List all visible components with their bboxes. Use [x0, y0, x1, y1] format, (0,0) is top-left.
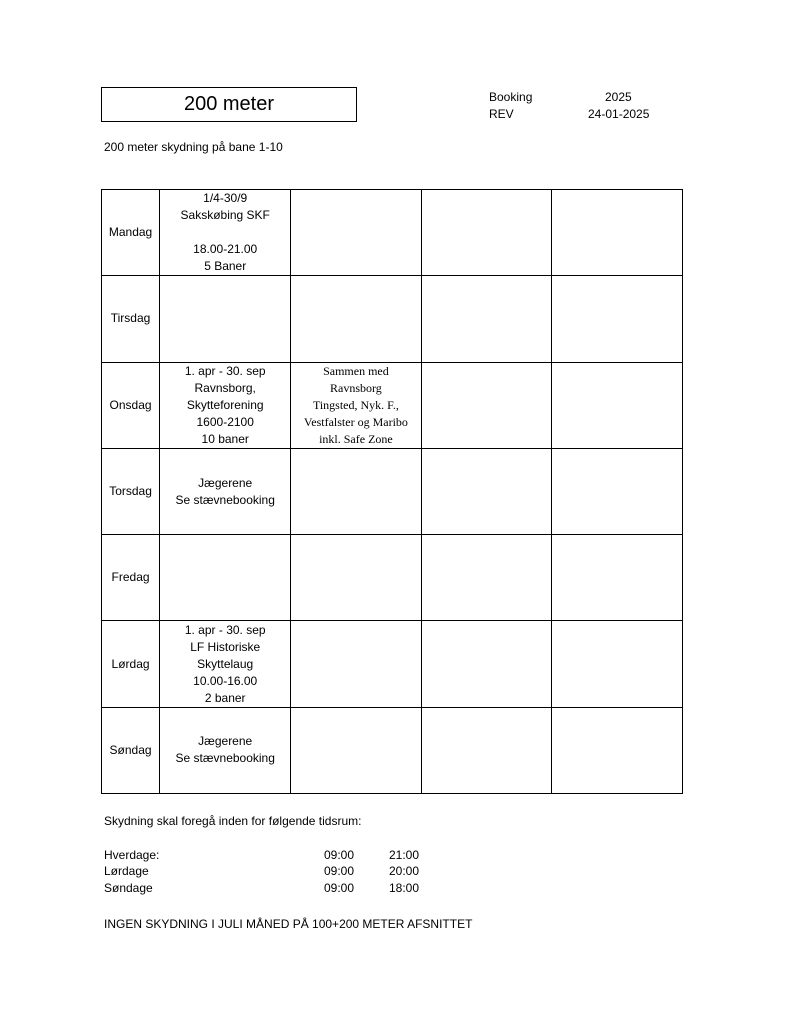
times-to-sundays: 18:00 — [389, 881, 420, 895]
schedule-cell — [551, 535, 682, 621]
schedule-cell — [551, 621, 682, 707]
day-cell: Søndag — [102, 707, 160, 793]
day-cell: Onsdag — [102, 362, 160, 448]
cell-text-line: Skytteforening — [186, 397, 264, 412]
cell-text-line: 2 baner — [204, 690, 246, 705]
schedule-cell — [160, 190, 291, 276]
schedule-cell — [421, 190, 551, 276]
times-from-saturdays: 09:00 — [324, 864, 355, 878]
schedule-cell — [160, 707, 291, 793]
cell-text-line: Tingsted, Nyk. F., — [312, 397, 399, 412]
times-label-saturdays: Lørdage — [104, 864, 149, 878]
schedule-cell — [291, 707, 421, 793]
schedule-cell — [421, 362, 551, 448]
cell-text-line: Sammen med — [323, 363, 389, 378]
schedule-cell — [421, 276, 551, 362]
booking-value: 2025 — [605, 90, 632, 104]
cell-text-line: Sakskøbing SKF — [180, 208, 270, 223]
schedule-cell — [291, 448, 421, 534]
rev-value: 24-01-2025 — [588, 107, 650, 121]
footer-intro: Skydning skal foregå inden for følgende tidsrum: — [104, 814, 362, 828]
schedule-cell — [421, 707, 551, 793]
cell-text-line: 1/4-30/9 — [203, 191, 248, 206]
cell-text-line: 1. apr - 30. sep — [184, 622, 266, 637]
cell-text-line — [162, 224, 288, 241]
cell-text-line: 18.00-21.00 — [193, 242, 258, 257]
cell-text-line: Skyttelaug — [197, 656, 254, 671]
cell-text-line: 1600-2100 — [196, 414, 254, 429]
schedule-row — [102, 707, 683, 793]
cell-text-line: 10 baner — [201, 431, 249, 446]
day-cell: Tirsdag — [102, 276, 160, 362]
schedule-cell — [160, 362, 291, 448]
schedule-cell — [421, 535, 551, 621]
times-from-sundays: 09:00 — [324, 881, 355, 895]
schedule-cell — [160, 448, 291, 534]
page-title: 200 meter — [101, 87, 357, 122]
times-label-sundays: Søndage — [104, 881, 153, 895]
subtitle: 200 meter skydning på bane 1-10 — [104, 140, 283, 154]
cell-text-line: 5 Baner — [204, 259, 247, 274]
schedule-row — [102, 448, 683, 534]
schedule-cell — [160, 276, 291, 362]
schedule-cell — [551, 448, 682, 534]
schedule-row — [102, 276, 683, 362]
schedule-cell — [291, 276, 421, 362]
day-cell: Torsdag — [102, 448, 160, 534]
day-cell: Mandag — [102, 190, 160, 276]
schedule-cell — [551, 707, 682, 793]
schedule-row — [102, 362, 683, 448]
cell-text-line: Se stævnebooking — [175, 492, 275, 507]
schedule-table — [101, 189, 683, 794]
schedule-cell — [291, 621, 421, 707]
schedule-cell — [291, 190, 421, 276]
cell-text-line: Vestfalster og Maribo — [303, 414, 408, 429]
cell-text-line: Jægerene — [198, 734, 253, 749]
footer-notice: INGEN SKYDNING I JULI MÅNED PÅ 100+200 METER AFSNITTET — [104, 917, 473, 931]
schedule-cell — [551, 362, 682, 448]
cell-text-line: Se stævnebooking — [175, 751, 275, 766]
schedule-cell — [421, 448, 551, 534]
schedule-row — [102, 535, 683, 621]
times-to-saturdays: 20:00 — [389, 864, 420, 878]
times-from-weekdays: 09:00 — [324, 848, 355, 862]
cell-text-line: 1. apr - 30. sep — [184, 363, 266, 378]
cell-text-line: Ravnsborg — [330, 380, 382, 395]
schedule-cell — [421, 621, 551, 707]
schedule-cell — [291, 362, 421, 448]
cell-text-line: LF Historiske — [190, 639, 261, 654]
schedule-cell — [291, 535, 421, 621]
rev-label: REV — [489, 107, 514, 121]
cell-text-line: inkl. Safe Zone — [319, 431, 393, 446]
schedule-cell — [551, 276, 682, 362]
booking-label: Booking — [489, 90, 533, 104]
cell-text-line: 10.00-16.00 — [193, 673, 258, 688]
schedule-cell — [551, 190, 682, 276]
schedule-cell — [160, 621, 291, 707]
cell-text-line: Jægerene — [198, 475, 253, 490]
cell-text-line: Ravnsborg, — [194, 380, 256, 395]
times-label-weekdays: Hverdage: — [104, 848, 160, 862]
schedule-row — [102, 621, 683, 707]
schedule-cell — [160, 535, 291, 621]
day-cell: Lørdag — [102, 621, 160, 707]
times-to-weekdays: 21:00 — [389, 848, 420, 862]
schedule-row — [102, 190, 683, 276]
day-cell: Fredag — [102, 535, 160, 621]
